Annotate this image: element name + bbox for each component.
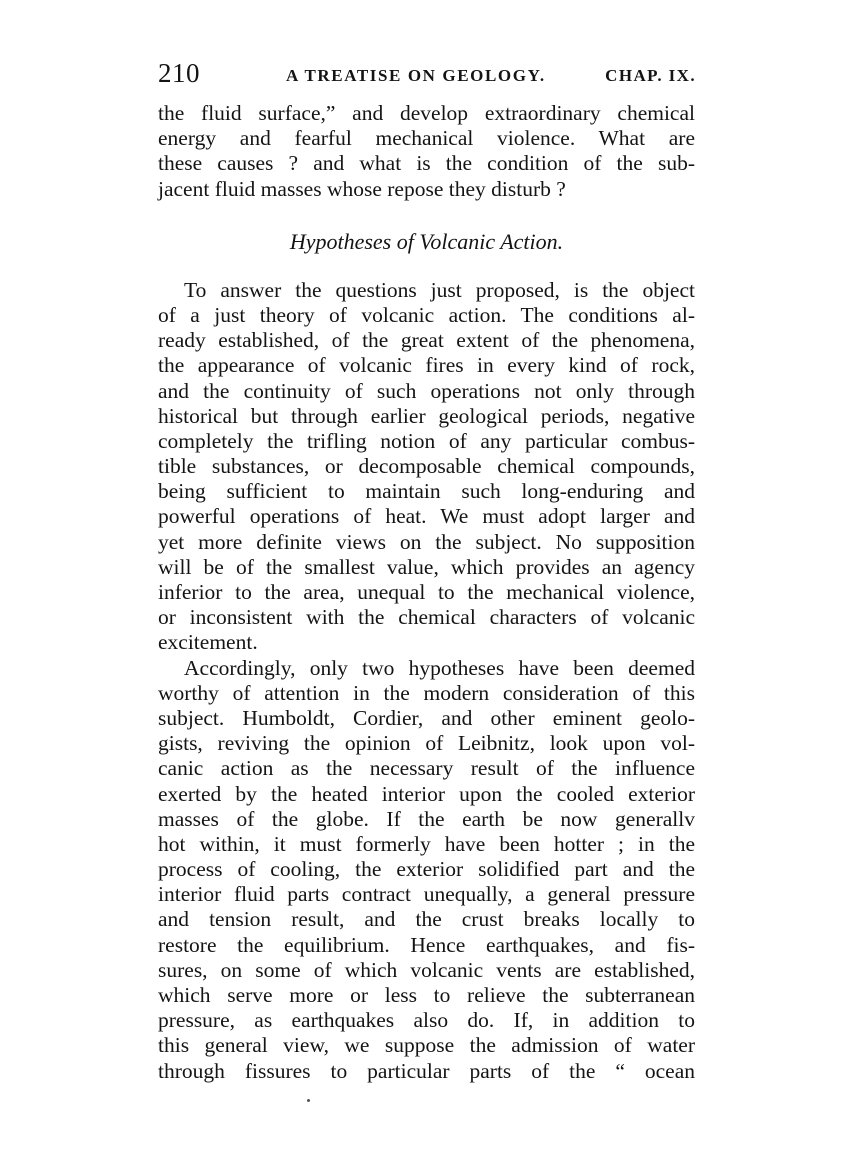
text-line: subject. Humboldt, Cordier, and other eminent geolo- <box>158 705 695 730</box>
text-line: excitement. <box>158 630 258 655</box>
ink-speck <box>307 1099 310 1102</box>
text-line: canic action as the necessary result of the influence <box>158 756 695 781</box>
running-head <box>158 56 696 90</box>
text-line: interior fluid parts contract unequally, a general pressure <box>158 882 695 907</box>
text-line: masses of the globe. If the earth be now generallv <box>158 806 695 831</box>
paragraph <box>158 278 695 656</box>
text-line: or inconsistent with the chemical characters of volcanic <box>158 605 695 630</box>
text-line: historical but through earlier geological periods, negative <box>158 403 695 428</box>
text-line: and the continuity of such operations not only through <box>158 378 695 403</box>
text-line: ready established, of the great extent of the phenomena, <box>158 328 695 353</box>
text-line: and tension result, and the crust breaks locally to <box>158 907 695 932</box>
text-line: Accordingly, only two hypotheses have been deemed <box>184 655 695 680</box>
text-line: restore the equilibrium. Hence earthquakes, and fis- <box>158 932 695 957</box>
text-line: hot within, it must formerly have been hotter ; in the <box>158 831 695 856</box>
text-line: worthy of attention in the modern consideration of this <box>158 680 695 705</box>
section-heading: Hypotheses of Volcanic Action. <box>289 228 564 254</box>
text-line: being sufficient to maintain such long-enduring and <box>158 479 695 504</box>
text-line: through fissures to particular parts of the “ ocean <box>158 1058 695 1083</box>
text-line: inferior to the area, unequal to the mechanical violence, <box>158 580 695 604</box>
text-line: energy and fearful mechanical violence. What are <box>158 126 695 151</box>
text-line: which serve more or less to relieve the subterranean <box>158 983 695 1007</box>
running-title: A TREATISE ON GEOLOGY. <box>286 66 546 85</box>
text-line: of a just theory of volcanic action. The conditions al- <box>158 302 695 327</box>
page-number: 210 <box>158 58 200 88</box>
paragraph <box>158 656 695 1084</box>
text-line: pressure, as earthquakes also do. If, in addition to <box>158 1008 695 1033</box>
body-text <box>158 101 695 1084</box>
text-line: jacent fluid masses whose repose they disturb ? <box>158 176 566 201</box>
text-line: exerted by the heated interior upon the cooled exterior <box>158 781 695 806</box>
text-line: powerful operations of heat. We must adopt larger and <box>158 504 695 529</box>
text-line: gists, reviving the opinion of Leibnitz, look upon vol- <box>158 731 695 756</box>
text-line: completely the trifling notion of any particular combus- <box>158 428 695 453</box>
text-line: tible substances, or decomposable chemical compounds, <box>158 454 695 479</box>
paragraph-continuation <box>158 101 695 202</box>
text-line: To answer the questions just proposed, is the object <box>184 277 695 302</box>
text-line: these causes ? and what is the condition of the sub- <box>158 151 695 176</box>
chapter-label: CHAP. IX. <box>605 66 696 85</box>
text-line: the appearance of volcanic fires in every kind of rock, <box>158 353 695 378</box>
text-line: will be of the smallest value, which provides an agency <box>158 554 695 579</box>
text-line: process of cooling, the exterior solidified part and the <box>158 857 695 882</box>
text-line: this general view, we suppose the admission of water <box>158 1033 695 1058</box>
text-line: sures, on some of which volcanic vents are established, <box>158 957 695 982</box>
text-line: the fluid surface,” and develop extraordinary chemical <box>158 101 695 125</box>
text-line: yet more definite views on the subject. No supposition <box>158 529 695 554</box>
